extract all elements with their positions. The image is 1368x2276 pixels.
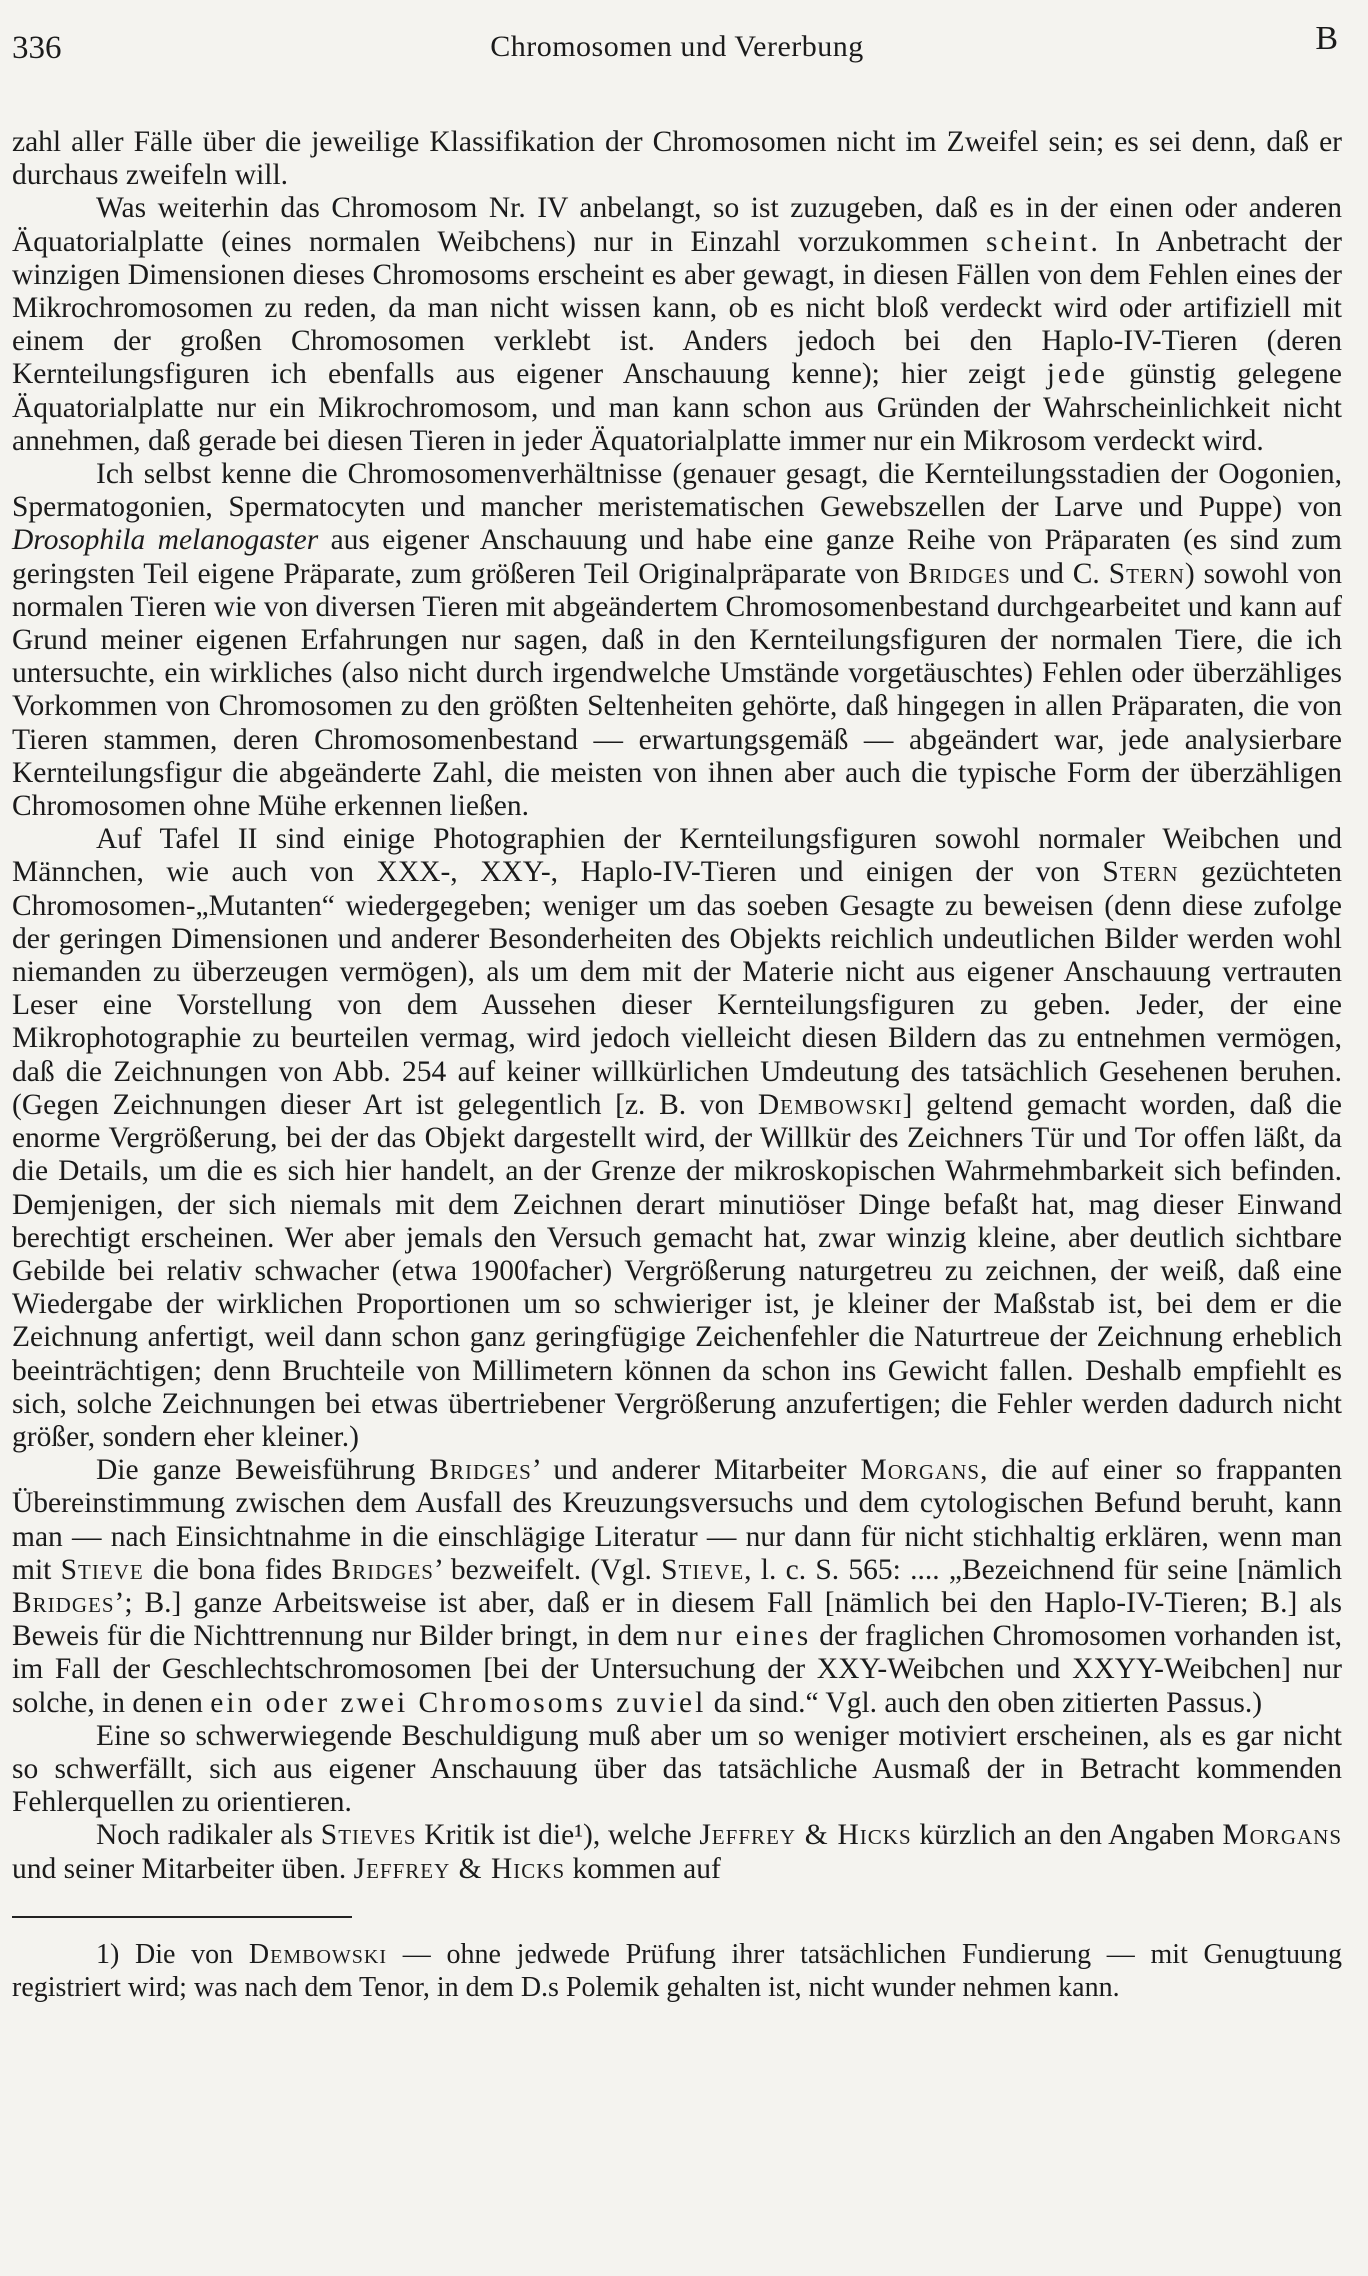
text-run: kürzlich an den Angaben — [911, 1819, 1223, 1852]
text-run: Morgans — [1222, 1819, 1343, 1852]
text-run: Morgans — [860, 1454, 981, 1487]
text-run: die bona fides — [143, 1553, 332, 1586]
text-run: Ich selbst kenne die Chromosomenverhältnisse (genauer gesagt, die Kernteilungsstadien der Oogonien, Spermatogonien, Spermatocyten und mancher meristematischen Gewebszellen der Larve und Puppe) von — [12, 458, 1342, 524]
text-run: Was weiterhin das Chromosom Nr. IV anbelangt, so ist zuzugeben, daß es in der einen oder anderen Äquatorialplatte (eines normalen Weibchens) nur in Einzahl vorzukommen — [12, 192, 1342, 258]
text-run: günstig gelegene Äquatorialplatte nur ein Mikrochromosom, und man kann schon aus Gründen der Wahrscheinlichkeit nicht annehmen, daß gerade bei diesen Tieren in jeder Äquatorialplatte immer nur ein Mikrosom verdeckt wird. — [12, 358, 1342, 457]
text-run: Jeffrey & Hicks — [353, 1852, 566, 1885]
text-run: Bridges — [12, 1586, 115, 1619]
text-run: nur eines — [676, 1620, 812, 1653]
text-run: zahl aller Fälle über die jeweilige Klassifikation der Chromosomen nicht im Zweifel sein; es sei denn, daß er durchaus zweifeln will. — [12, 126, 1342, 192]
text-run: Noch radikaler als — [96, 1819, 321, 1852]
text-run: Bridges — [331, 1553, 434, 1586]
text-run: Stern — [1102, 856, 1179, 889]
text-run: . In Anbetracht der winzigen Dimensionen dieses Chromosoms erscheint es aber gewagt, in diesen Fällen von dem Fehlen eines der Mikrochromosomen zu reden, da man nicht wissen kann, ob es nicht bloß verdeckt wird oder artifiziell mit einem der großen Chromosomen verklebt ist. Anders jedoch bei den Haplo-IV-Tieren (deren Kernteilungsfiguren ich ebenfalls aus eigener Anschauung kenne); hier zeigt — [12, 225, 1342, 391]
section-letter: B — [1315, 20, 1338, 57]
paragraph — [12, 1819, 1342, 1885]
text-run: ein oder zwei Chromosoms zuviel — [210, 1686, 707, 1719]
text-run: ’ bezweifelt. (Vgl. — [433, 1553, 662, 1586]
text-run: ’ und anderer Mitarbeiter — [531, 1454, 861, 1487]
text-run: der fraglichen Chromosomen vorhanden ist, im Fall der Geschlechtschromosomen [bei der Untersuchung der XXY-Weibchen und XXYY-Weibchen] nur solche, in denen — [12, 1620, 1343, 1719]
body-text — [12, 126, 1342, 1886]
text-run: Kritik ist die¹), welche — [416, 1819, 700, 1852]
paragraph — [12, 126, 1342, 192]
text-run: Dembowski — [248, 1938, 388, 1970]
text-run: Drosophila melanogaster — [12, 524, 319, 557]
paragraph — [12, 823, 1342, 1454]
text-run: Auf Tafel II sind einige Photographien der Kernteilungsfiguren sowohl normaler Weibchen und Männchen, wie auch von XXX-, XXY-, Haplo-IV-Tieren und einigen der von — [12, 823, 1342, 889]
text-run: Dembowski — [757, 1088, 903, 1121]
footnote — [12, 1938, 1342, 2004]
text-run: ) sowohl von normalen Tieren wie von diversen Tieren mit abgeändertem Chromosomenbestand durchgearbeitet und kann auf Grund meiner eigenen Erfahrungen nur sagen, daß in den Kernteilungsfiguren der normalen Tiere, die ich untersuchte, ein wirkliches (also nicht durch irgendwelche Umstände vorgetäuschtes) Fehlen oder überzähliges Vorkommen von Chromosomen zu den größten Seltenheiten gehörte, daß hingegen in allen Präparaten, die von Tieren stammen, deren Chromosomenbestand — erwartungsgemäß — abgeändert war, jede analysierbare Kernteilungsfigur die abgeänderte Zahl, die meisten von ihnen aber auch die typische Form der überzähligen Chromosomen ohne Mühe erkennen ließen. — [12, 557, 1342, 823]
text-run: , l. c. S. 565: .... „Bezeichnend für seine [nämlich — [744, 1553, 1342, 1586]
text-run: jede — [1046, 358, 1108, 391]
text-run: Stieve — [60, 1553, 144, 1586]
paragraph — [12, 1454, 1342, 1720]
text-run: ’; B.] ganze Arbeitsweise ist aber, daß er in diesem Fall [nämlich bei den Haplo-IV-Tieren; B.] als Beweis für die Nichttrennung nur Bilder bringt, in dem — [12, 1586, 1342, 1653]
running-title: Chromosomen und Vererbung — [490, 30, 864, 63]
text-run: aus eigener Anschauung und habe eine ganze Reihe von Präparaten (es sind zum geringsten Teil eigene Präparate, zum größeren Teil Originalpräparate von — [12, 524, 1342, 590]
text-run: und seiner Mitarbeiter üben. — [12, 1852, 354, 1885]
text-run: da sind.“ Vgl. auch den oben zitierten Passus.) — [706, 1686, 1263, 1719]
paragraph — [12, 458, 1342, 823]
text-run: kommen auf — [565, 1852, 721, 1885]
text-run: und C. — [1010, 557, 1109, 590]
text-run: Bridges — [908, 557, 1011, 590]
paragraph — [12, 192, 1342, 458]
text-run: Die ganze Beweisführung — [96, 1454, 430, 1487]
text-run: gezüchteten Chromosomen-„Mutanten“ wiedergegeben; weniger um das soeben Gesagte zu beweisen (denn diese zufolge der geringen Dimensionen und anderer Besonderheiten des Objekts reichlich undeutlichen Bilder werden wohl niemanden zu überzeugen vermögen), als um dem mit der Materie nicht aus eigener Anschauung vertrauten Leser eine Vorstellung von dem Aussehen dieser Kernteilungsfiguren zu geben. Jeder, der eine Mikrophotographie zu beurteilen vermag, wird jedoch vielleicht diesen Bildern das zu entnehmen vermögen, daß die Zeichnungen von Abb. 254 auf keiner willkürlichen Umdeutung des tatsächlich Gesehenen beruhen. (Gegen Zeichnungen dieser Art ist gelegentlich [z. B. von — [12, 856, 1342, 1121]
text-run: Jeffrey & Hicks — [699, 1819, 912, 1852]
text-run: — ohne jedwede Prüfung ihrer tatsächlichen Fundierung — mit Genugtuung registriert wird; was nach dem Tenor, in dem D.s Polemik gehalten ist, nicht wunder nehmen kann. — [12, 1938, 1342, 2003]
text-run: 1) Die von — [96, 1938, 249, 1970]
text-run: Bridges — [429, 1454, 532, 1487]
paragraph — [12, 1720, 1342, 1820]
text-run: , die auf einer so frappanten Übereinstimmung zwischen dem Ausfall des Kreuzungsversuchs und dem cytologischen Befund beruht, kann man — nach Einsichtnahme in die einschlägige Literatur — nur dann für nicht stichhaltig erklären, wenn man mit — [12, 1454, 1342, 1586]
text-run: Stern — [1108, 557, 1185, 590]
text-run: Stieves — [320, 1819, 417, 1852]
footnote-paragraph — [12, 1938, 1342, 2004]
page-header — [12, 20, 1342, 74]
text-run: scheint — [985, 225, 1091, 258]
page-number: 336 — [12, 30, 62, 66]
text-run: Eine so schwerwiegende Beschuldigung muß aber um so weniger motiviert erscheinen, als es gar nicht so schwerfällt, sich aus eigener Anschauung über das tatsächliche Ausmaß der in Betracht kommenden Fehlerquellen zu orientieren. — [12, 1719, 1342, 1819]
text-run: ] geltend gemacht worden, daß die enorme Vergrößerung, bei der das Objekt dargestellt wird, der Willkür des Zeichners Tür und Tor offen läßt, da die Details, um die es sich hier handelt, an der Grenze der mikroskopischen Wahrmehmbarkeit sich befinden. Demjenigen, der sich niemals mit dem Zeichnen derart minutiöser Dinge befaßt hat, mag dieser Einwand berechtigt erscheinen. Wer aber jemals den Versuch gemacht hat, zwar winzig kleine, aber deutlich sichtbare Gebilde bei relativ schwacher (etwa 1900facher) Vergrößerung naturgetreu zu zeichnen, der weiß, daß eine Wiedergabe der wirklichen Proportionen um so schwieriger ist, je kleiner der Maßstab ist, bei dem er die Zeichnung anfertigt, weil dann schon ganz geringfügige Zeichenfehler die Naturtreue der Zeichnung erheblich beeinträchtigen; denn Bruchteile von Millimetern können da schon ins Gewicht fallen. Deshalb empfiehlt es sich, solche Zeichnungen bei etwas übertriebener Vergrößerung anzufertigen; die Fehler werden dadurch nicht größer, sondern eher kleiner.) — [12, 1088, 1342, 1453]
footnote-divider — [12, 1916, 352, 1918]
text-run: Stieve — [661, 1553, 745, 1586]
